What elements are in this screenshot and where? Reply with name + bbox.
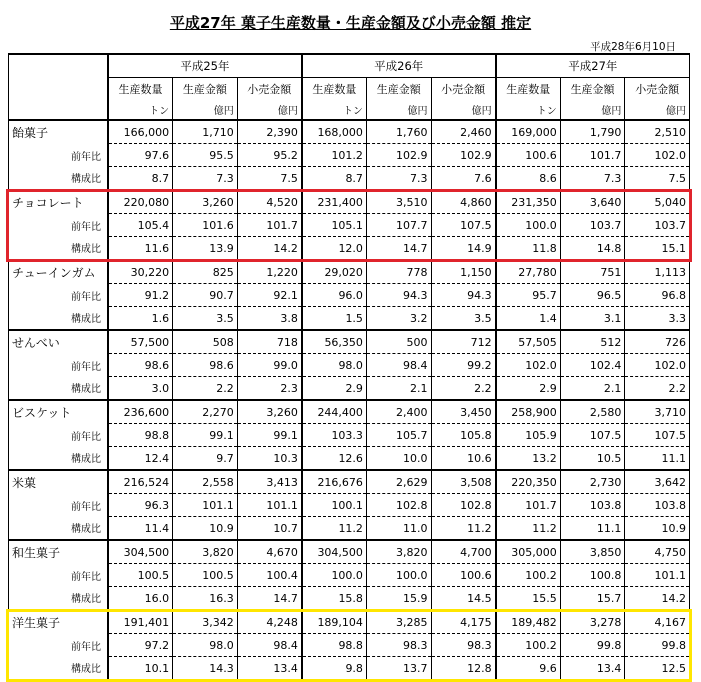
table-cell: 3,820 bbox=[366, 540, 431, 564]
table-row bbox=[9, 120, 690, 144]
table-cell: 1,113 bbox=[625, 260, 690, 284]
table-cell: 99.1 bbox=[237, 424, 302, 447]
table-cell: 304,500 bbox=[108, 540, 173, 564]
table-cell: 2.9 bbox=[496, 377, 561, 401]
table-cell: 3.1 bbox=[560, 307, 625, 331]
table-cell: 94.3 bbox=[431, 284, 496, 307]
table-cell: 99.1 bbox=[173, 424, 238, 447]
unit-label: トン bbox=[302, 99, 367, 120]
table-cell: 220,080 bbox=[108, 190, 173, 214]
table-cell: 3.2 bbox=[366, 307, 431, 331]
table-row bbox=[9, 214, 690, 237]
table-cell: 8.6 bbox=[496, 167, 561, 191]
yoy-label: 前年比 bbox=[9, 214, 109, 237]
table-cell: 3,850 bbox=[560, 540, 625, 564]
table-cell: 91.2 bbox=[108, 284, 173, 307]
table-row bbox=[9, 237, 690, 261]
table-cell: 102.9 bbox=[431, 144, 496, 167]
header-corner bbox=[9, 54, 109, 78]
table-cell: 11.6 bbox=[108, 237, 173, 261]
table-cell: 231,400 bbox=[302, 190, 367, 214]
yoy-label: 前年比 bbox=[9, 144, 109, 167]
document-title: 平成27年 菓子生産数量・生産金額及び小売金額 推定 bbox=[169, 14, 532, 32]
table-cell: 15.1 bbox=[625, 237, 690, 261]
table-row bbox=[9, 564, 690, 587]
table-cell: 220,350 bbox=[496, 470, 561, 494]
table-cell: 96.3 bbox=[108, 494, 173, 517]
table-cell: 15.8 bbox=[302, 587, 367, 611]
table-cell: 4,670 bbox=[237, 540, 302, 564]
header-corner bbox=[9, 78, 109, 100]
category-label: 和生菓子 bbox=[9, 540, 109, 564]
table-cell: 512 bbox=[560, 330, 625, 354]
table-cell: 107.5 bbox=[625, 424, 690, 447]
table-cell: 169,000 bbox=[496, 120, 561, 144]
table-cell: 12.5 bbox=[625, 657, 690, 681]
table-row bbox=[9, 354, 690, 377]
table-cell: 2,730 bbox=[560, 470, 625, 494]
table-cell: 726 bbox=[625, 330, 690, 354]
table-cell: 103.7 bbox=[560, 214, 625, 237]
unit-label: 億円 bbox=[237, 99, 302, 120]
table-cell: 3.8 bbox=[237, 307, 302, 331]
table-cell: 98.3 bbox=[431, 634, 496, 657]
table-cell: 100.4 bbox=[237, 564, 302, 587]
table-cell: 14.2 bbox=[237, 237, 302, 261]
table-cell: 12.6 bbox=[302, 447, 367, 471]
table-cell: 2.2 bbox=[173, 377, 238, 401]
table-cell: 96.5 bbox=[560, 284, 625, 307]
table-cell: 15.7 bbox=[560, 587, 625, 611]
table-cell: 100.8 bbox=[560, 564, 625, 587]
table-cell: 1.4 bbox=[496, 307, 561, 331]
table-cell: 99.8 bbox=[560, 634, 625, 657]
table-cell: 11.1 bbox=[625, 447, 690, 471]
column-header: 生産数量 bbox=[302, 78, 367, 100]
column-header: 生産金額 bbox=[560, 78, 625, 100]
table-cell: 1.5 bbox=[302, 307, 367, 331]
unit-label: トン bbox=[496, 99, 561, 120]
table-cell: 11.2 bbox=[302, 517, 367, 541]
table-cell: 99.8 bbox=[625, 634, 690, 657]
category-label: ビスケット bbox=[9, 400, 109, 424]
table-row bbox=[9, 330, 690, 354]
table-cell: 98.8 bbox=[302, 634, 367, 657]
table-cell: 14.7 bbox=[237, 587, 302, 611]
share-label: 構成比 bbox=[9, 587, 109, 611]
table-cell: 103.8 bbox=[625, 494, 690, 517]
table-cell: 10.5 bbox=[560, 447, 625, 471]
table-cell: 100.5 bbox=[173, 564, 238, 587]
table-cell: 1,760 bbox=[366, 120, 431, 144]
table-cell: 4,700 bbox=[431, 540, 496, 564]
table-cell: 231,350 bbox=[496, 190, 561, 214]
category-label: 洋生菓子 bbox=[9, 610, 109, 634]
table-cell: 2,460 bbox=[431, 120, 496, 144]
table-cell: 3,642 bbox=[625, 470, 690, 494]
table-row bbox=[9, 307, 690, 331]
share-label: 構成比 bbox=[9, 517, 109, 541]
table-cell: 101.1 bbox=[173, 494, 238, 517]
table-cell: 96.0 bbox=[302, 284, 367, 307]
table-cell: 94.3 bbox=[366, 284, 431, 307]
table-cell: 12.8 bbox=[431, 657, 496, 681]
table-cell: 11.8 bbox=[496, 237, 561, 261]
table-cell: 825 bbox=[173, 260, 238, 284]
header-corner bbox=[9, 99, 109, 120]
table-cell: 3.0 bbox=[108, 377, 173, 401]
table-row bbox=[9, 494, 690, 517]
table-cell: 100.5 bbox=[108, 564, 173, 587]
column-header: 小売金額 bbox=[237, 78, 302, 100]
table-cell: 4,860 bbox=[431, 190, 496, 214]
table-cell: 778 bbox=[366, 260, 431, 284]
table-cell: 10.7 bbox=[237, 517, 302, 541]
table-cell: 3,285 bbox=[366, 610, 431, 634]
table-row bbox=[9, 167, 690, 191]
table-cell: 101.6 bbox=[173, 214, 238, 237]
table-cell: 5,040 bbox=[625, 190, 690, 214]
table-cell: 92.1 bbox=[237, 284, 302, 307]
table-cell: 97.2 bbox=[108, 634, 173, 657]
table-cell: 2,629 bbox=[366, 470, 431, 494]
table-cell: 166,000 bbox=[108, 120, 173, 144]
table-cell: 102.8 bbox=[366, 494, 431, 517]
table-cell: 8.7 bbox=[108, 167, 173, 191]
table-cell: 3,413 bbox=[237, 470, 302, 494]
table-cell: 103.3 bbox=[302, 424, 367, 447]
table-cell: 216,676 bbox=[302, 470, 367, 494]
table-cell: 99.2 bbox=[431, 354, 496, 377]
table-cell: 16.0 bbox=[108, 587, 173, 611]
table-row bbox=[9, 657, 690, 681]
table-cell: 2,580 bbox=[560, 400, 625, 424]
table-cell: 3,260 bbox=[173, 190, 238, 214]
table-cell: 56,350 bbox=[302, 330, 367, 354]
table-cell: 3.5 bbox=[173, 307, 238, 331]
table-cell: 102.0 bbox=[625, 354, 690, 377]
column-header: 小売金額 bbox=[431, 78, 496, 100]
table-cell: 3,342 bbox=[173, 610, 238, 634]
table-cell: 90.7 bbox=[173, 284, 238, 307]
table-cell: 14.3 bbox=[173, 657, 238, 681]
share-label: 構成比 bbox=[9, 167, 109, 191]
table-cell: 10.9 bbox=[625, 517, 690, 541]
table-row bbox=[9, 377, 690, 401]
table-cell: 14.8 bbox=[560, 237, 625, 261]
table-row bbox=[9, 540, 690, 564]
table-cell: 10.1 bbox=[108, 657, 173, 681]
table-cell: 13.9 bbox=[173, 237, 238, 261]
table-row bbox=[9, 470, 690, 494]
category-label: せんべい bbox=[9, 330, 109, 354]
table-cell: 8.7 bbox=[302, 167, 367, 191]
column-header: 生産数量 bbox=[496, 78, 561, 100]
table-cell: 14.2 bbox=[625, 587, 690, 611]
table-cell: 107.5 bbox=[431, 214, 496, 237]
table-cell: 258,900 bbox=[496, 400, 561, 424]
table-cell: 102.9 bbox=[366, 144, 431, 167]
table-cell: 101.7 bbox=[237, 214, 302, 237]
table-cell: 2.2 bbox=[625, 377, 690, 401]
year-header: 平成25年 bbox=[108, 54, 302, 78]
year-header: 平成26年 bbox=[302, 54, 496, 78]
table-cell: 3,640 bbox=[560, 190, 625, 214]
table-cell: 97.6 bbox=[108, 144, 173, 167]
table-cell: 101.1 bbox=[237, 494, 302, 517]
column-header: 生産金額 bbox=[173, 78, 238, 100]
table-cell: 3.5 bbox=[431, 307, 496, 331]
table-cell: 14.7 bbox=[366, 237, 431, 261]
table-cell: 15.5 bbox=[496, 587, 561, 611]
table-cell: 101.7 bbox=[496, 494, 561, 517]
table-cell: 2.9 bbox=[302, 377, 367, 401]
table-cell: 305,000 bbox=[496, 540, 561, 564]
table-cell: 27,780 bbox=[496, 260, 561, 284]
share-label: 構成比 bbox=[9, 307, 109, 331]
table-cell: 98.8 bbox=[108, 424, 173, 447]
table-cell: 105.9 bbox=[496, 424, 561, 447]
unit-label: 億円 bbox=[560, 99, 625, 120]
table-cell: 10.9 bbox=[173, 517, 238, 541]
table-cell: 244,400 bbox=[302, 400, 367, 424]
table-cell: 2,400 bbox=[366, 400, 431, 424]
table-cell: 9.8 bbox=[302, 657, 367, 681]
table-cell: 1,790 bbox=[560, 120, 625, 144]
table-cell: 168,000 bbox=[302, 120, 367, 144]
table-cell: 12.0 bbox=[302, 237, 367, 261]
document-date: 平成28年6月10日 bbox=[590, 41, 676, 53]
yoy-label: 前年比 bbox=[9, 564, 109, 587]
yoy-label: 前年比 bbox=[9, 424, 109, 447]
table-cell: 100.0 bbox=[302, 564, 367, 587]
unit-label: 億円 bbox=[366, 99, 431, 120]
table-cell: 3,278 bbox=[560, 610, 625, 634]
table-cell: 11.2 bbox=[496, 517, 561, 541]
share-label: 構成比 bbox=[9, 237, 109, 261]
table-cell: 4,175 bbox=[431, 610, 496, 634]
table-cell: 236,600 bbox=[108, 400, 173, 424]
table-cell: 7.5 bbox=[237, 167, 302, 191]
yoy-label: 前年比 bbox=[9, 494, 109, 517]
table-cell: 102.0 bbox=[625, 144, 690, 167]
table-cell: 3,450 bbox=[431, 400, 496, 424]
table-cell: 216,524 bbox=[108, 470, 173, 494]
table-cell: 2.2 bbox=[431, 377, 496, 401]
table-cell: 102.0 bbox=[496, 354, 561, 377]
table-cell: 7.3 bbox=[366, 167, 431, 191]
table-cell: 102.8 bbox=[431, 494, 496, 517]
table-cell: 101.1 bbox=[625, 564, 690, 587]
table-cell: 4,167 bbox=[625, 610, 690, 634]
share-label: 構成比 bbox=[9, 377, 109, 401]
table-cell: 105.1 bbox=[302, 214, 367, 237]
table-cell: 2.1 bbox=[366, 377, 431, 401]
table-cell: 13.4 bbox=[560, 657, 625, 681]
share-label: 構成比 bbox=[9, 447, 109, 471]
table-cell: 100.0 bbox=[366, 564, 431, 587]
table-row bbox=[9, 284, 690, 307]
table-cell: 107.5 bbox=[560, 424, 625, 447]
confectionery-table bbox=[8, 53, 690, 681]
table-cell: 4,520 bbox=[237, 190, 302, 214]
table-cell: 1,150 bbox=[431, 260, 496, 284]
table-cell: 100.2 bbox=[496, 564, 561, 587]
table-cell: 10.0 bbox=[366, 447, 431, 471]
category-label: チューインガム bbox=[9, 260, 109, 284]
yoy-label: 前年比 bbox=[9, 354, 109, 377]
table-cell: 103.7 bbox=[625, 214, 690, 237]
table-cell: 3,510 bbox=[366, 190, 431, 214]
table-cell: 508 bbox=[173, 330, 238, 354]
table-cell: 13.7 bbox=[366, 657, 431, 681]
table-cell: 98.0 bbox=[302, 354, 367, 377]
table-cell: 9.6 bbox=[496, 657, 561, 681]
table-cell: 3,710 bbox=[625, 400, 690, 424]
table-cell: 3,260 bbox=[237, 400, 302, 424]
table-cell: 1,710 bbox=[173, 120, 238, 144]
table-cell: 98.0 bbox=[173, 634, 238, 657]
table-cell: 100.6 bbox=[496, 144, 561, 167]
table-cell: 718 bbox=[237, 330, 302, 354]
table-cell: 2,270 bbox=[173, 400, 238, 424]
table-cell: 13.4 bbox=[237, 657, 302, 681]
table-row bbox=[9, 610, 690, 634]
table-cell: 105.8 bbox=[431, 424, 496, 447]
table-cell: 2,510 bbox=[625, 120, 690, 144]
table-cell: 2.1 bbox=[560, 377, 625, 401]
table-cell: 107.7 bbox=[366, 214, 431, 237]
table-cell: 11.2 bbox=[431, 517, 496, 541]
table-cell: 2,558 bbox=[173, 470, 238, 494]
table-cell: 500 bbox=[366, 330, 431, 354]
table-row bbox=[9, 260, 690, 284]
column-header: 生産数量 bbox=[108, 78, 173, 100]
table-row bbox=[9, 190, 690, 214]
table-row bbox=[9, 587, 690, 611]
table-cell: 101.2 bbox=[302, 144, 367, 167]
table-cell: 3,820 bbox=[173, 540, 238, 564]
table-cell: 10.3 bbox=[237, 447, 302, 471]
table-cell: 100.6 bbox=[431, 564, 496, 587]
table-cell: 15.9 bbox=[366, 587, 431, 611]
table-cell: 29,020 bbox=[302, 260, 367, 284]
table-cell: 712 bbox=[431, 330, 496, 354]
table-cell: 12.4 bbox=[108, 447, 173, 471]
table-row bbox=[9, 634, 690, 657]
table-cell: 191,401 bbox=[108, 610, 173, 634]
table-cell: 11.4 bbox=[108, 517, 173, 541]
table-row bbox=[9, 144, 690, 167]
table-cell: 101.7 bbox=[560, 144, 625, 167]
table-cell: 4,248 bbox=[237, 610, 302, 634]
category-label: チョコレート bbox=[9, 190, 109, 214]
table-cell: 189,104 bbox=[302, 610, 367, 634]
table-cell: 3.3 bbox=[625, 307, 690, 331]
table-cell: 3,508 bbox=[431, 470, 496, 494]
table-cell: 98.3 bbox=[366, 634, 431, 657]
yoy-label: 前年比 bbox=[9, 634, 109, 657]
table-cell: 4,750 bbox=[625, 540, 690, 564]
table-cell: 7.3 bbox=[560, 167, 625, 191]
table-cell: 100.0 bbox=[496, 214, 561, 237]
table-cell: 14.9 bbox=[431, 237, 496, 261]
table-cell: 96.8 bbox=[625, 284, 690, 307]
table-cell: 98.6 bbox=[108, 354, 173, 377]
table-cell: 304,500 bbox=[302, 540, 367, 564]
table-cell: 189,482 bbox=[496, 610, 561, 634]
table-cell: 103.8 bbox=[560, 494, 625, 517]
table-cell: 11.0 bbox=[366, 517, 431, 541]
table-cell: 105.4 bbox=[108, 214, 173, 237]
unit-label: 億円 bbox=[431, 99, 496, 120]
table-cell: 100.1 bbox=[302, 494, 367, 517]
table-cell: 100.2 bbox=[496, 634, 561, 657]
table-cell: 14.5 bbox=[431, 587, 496, 611]
table-cell: 98.6 bbox=[173, 354, 238, 377]
table-cell: 10.6 bbox=[431, 447, 496, 471]
table-cell: 13.2 bbox=[496, 447, 561, 471]
table-cell: 98.4 bbox=[366, 354, 431, 377]
table-row bbox=[9, 517, 690, 541]
table-cell: 9.7 bbox=[173, 447, 238, 471]
table-cell: 7.5 bbox=[625, 167, 690, 191]
table-cell: 2.3 bbox=[237, 377, 302, 401]
year-header: 平成27年 bbox=[496, 54, 690, 78]
share-label: 構成比 bbox=[9, 657, 109, 681]
table-cell: 30,220 bbox=[108, 260, 173, 284]
column-header: 生産金額 bbox=[366, 78, 431, 100]
table-cell: 7.6 bbox=[431, 167, 496, 191]
table-cell: 99.0 bbox=[237, 354, 302, 377]
yoy-label: 前年比 bbox=[9, 284, 109, 307]
table-row bbox=[9, 424, 690, 447]
table-cell: 11.1 bbox=[560, 517, 625, 541]
table-cell: 1.6 bbox=[108, 307, 173, 331]
category-label: 飴菓子 bbox=[9, 120, 109, 144]
column-header: 小売金額 bbox=[625, 78, 690, 100]
table-cell: 105.7 bbox=[366, 424, 431, 447]
table-cell: 95.5 bbox=[173, 144, 238, 167]
table-cell: 95.7 bbox=[496, 284, 561, 307]
table-row bbox=[9, 400, 690, 424]
table-cell: 102.4 bbox=[560, 354, 625, 377]
unit-label: 億円 bbox=[625, 99, 690, 120]
table-row bbox=[9, 447, 690, 471]
table-cell: 16.3 bbox=[173, 587, 238, 611]
table-cell: 1,220 bbox=[237, 260, 302, 284]
unit-label: トン bbox=[108, 99, 173, 120]
table-cell: 57,505 bbox=[496, 330, 561, 354]
table-cell: 2,390 bbox=[237, 120, 302, 144]
unit-label: 億円 bbox=[173, 99, 238, 120]
table-cell: 751 bbox=[560, 260, 625, 284]
category-label: 米菓 bbox=[9, 470, 109, 494]
table-cell: 7.3 bbox=[173, 167, 238, 191]
table-cell: 98.4 bbox=[237, 634, 302, 657]
table-cell: 57,500 bbox=[108, 330, 173, 354]
table-cell: 95.2 bbox=[237, 144, 302, 167]
